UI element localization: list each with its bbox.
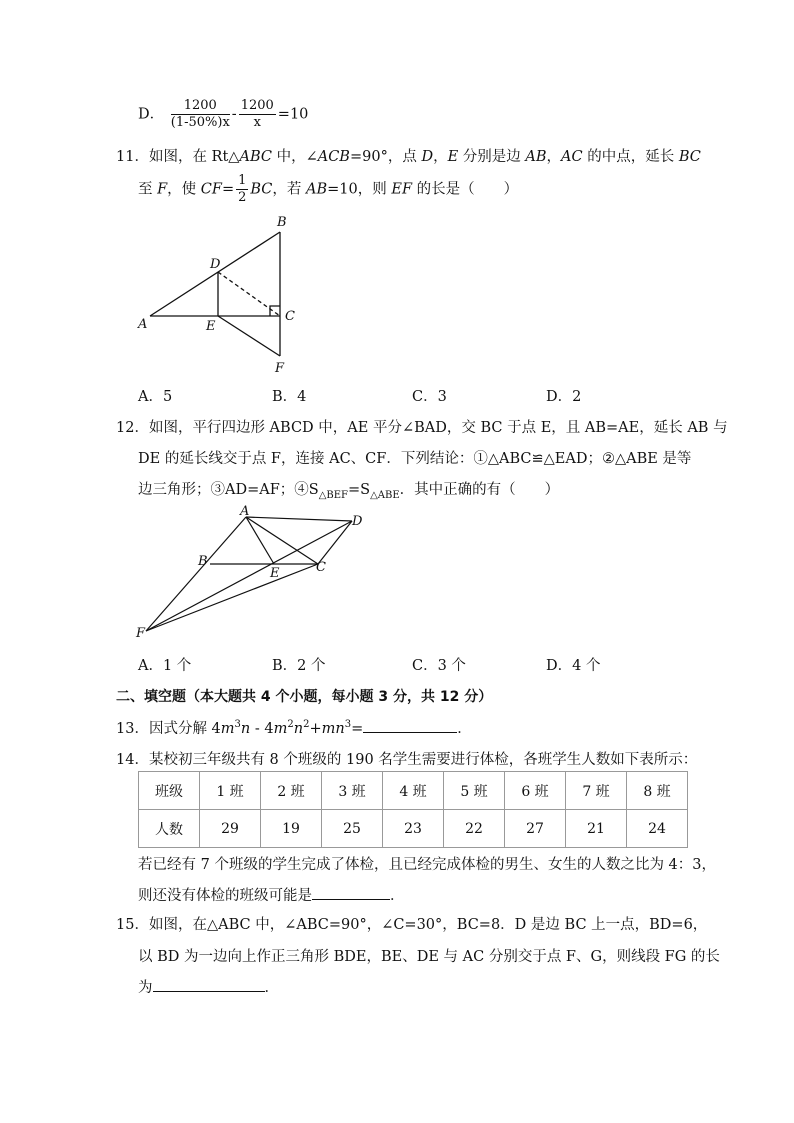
- table-cell: 19: [261, 810, 322, 848]
- label-e: E: [206, 319, 216, 334]
- q12-line-2: DE 的延长线交于点 F，连接 AC、CF．下列结论：①△ABC≌△EAD；②△ABE 是等: [138, 451, 692, 467]
- q15-line-2: 以 BD 为一边向上作正三角形 BDE，BE、DE 与 AC 分别交于点 F、G，则线段 FG 的长: [138, 949, 720, 965]
- table-cell: 7 班: [566, 772, 627, 810]
- table-cell: 24: [627, 810, 688, 848]
- q12-option-b: B．2 个: [272, 658, 326, 674]
- q12-line-1: 12．如图，平行四边形 ABCD 中，AE 平分∠BAD，交 BC 于点 E，且 AB=AE，延长 AB 与: [116, 420, 728, 436]
- segment-fd: [146, 521, 352, 631]
- table-cell: 4 班: [383, 772, 444, 810]
- q15-line-3: 为 ．: [138, 976, 279, 997]
- label-d: D: [210, 257, 221, 272]
- segment-ae: [246, 517, 274, 564]
- label-c: C: [316, 560, 326, 575]
- label-b: B: [198, 554, 208, 569]
- q10-option-d: D． $\frac{1200}{(1-50\%)x}$ - $\frac{1200}{x}$ =10: [138, 98, 309, 130]
- table-cell: 班级: [139, 772, 200, 810]
- table-row: [139, 810, 688, 848]
- fraction: $\frac{1200}{x}$: [240, 98, 274, 130]
- q11-option-b: B．4: [272, 389, 307, 405]
- table-cell: 21: [566, 810, 627, 848]
- label-a: A: [240, 505, 250, 519]
- table-cell: 1 班: [200, 772, 261, 810]
- table-cell: 29: [200, 810, 261, 848]
- table-cell: 3 班: [322, 772, 383, 810]
- label-f: F: [275, 361, 285, 376]
- segment-af: [146, 517, 246, 631]
- q13-line: 13．因式分解 $4m^3n - 4m^2n^2+mn^3=$ ．: [116, 719, 472, 737]
- label-e: E: [270, 566, 280, 581]
- q12-option-d: D．4 个: [546, 658, 601, 674]
- fraction-half: $\frac{1}{2}$: [238, 173, 247, 205]
- q14-line-1: 14．某校初三年级共有 8 个班级的 190 名学生需要进行体检，各班学生人数如下表所示：: [116, 752, 698, 768]
- label-c: C: [285, 309, 295, 324]
- table-row: [139, 772, 688, 810]
- segment-ac: [246, 517, 318, 564]
- table-cell: 22: [444, 810, 505, 848]
- segment-ab: [150, 232, 280, 316]
- label-d: D: [352, 514, 363, 529]
- q11-option-c: C．3: [412, 389, 447, 405]
- q11-option-d: D．2: [546, 389, 582, 405]
- label-b: B: [277, 215, 287, 230]
- segment-dc-dashed: [218, 272, 280, 316]
- table-cell: 25: [322, 810, 383, 848]
- table-cell: 2 班: [261, 772, 322, 810]
- section-title-fill-in: 二、填空题（本大题共 4 个小题，每小题 3 分，共 12 分）: [116, 689, 493, 705]
- table-cell: 23: [383, 810, 444, 848]
- q11-option-a: A．5: [138, 389, 173, 405]
- answer-blank[interactable]: [363, 718, 457, 733]
- label-f: F: [136, 626, 146, 641]
- table-cell: 6 班: [505, 772, 566, 810]
- q14-line-2: 若已经有 7 个班级的学生完成了体检，且已经完成体检的男生、女生的人数之比为 4：3，: [138, 857, 716, 873]
- answer-blank[interactable]: [312, 885, 390, 900]
- table-cell: 人数: [139, 810, 200, 848]
- class-count-table: [138, 771, 688, 848]
- q11-figure: [130, 210, 320, 380]
- fraction: $\frac{1200}{(1-50\%)x}$: [170, 98, 230, 130]
- q12-line-3: 边三角形；③AD=AF；$④S_{\triangle BEF}=S_{\triangle ABE}$．其中正确的有（ ）: [138, 482, 560, 501]
- q11-line-2: 至 F，使 CF= $\frac{1}{2}$ BC，若 AB=10，则 EF 的长是（ ）: [138, 173, 519, 205]
- segment-dc: [318, 521, 352, 564]
- label-a: A: [138, 317, 148, 332]
- q12-option-c: C．3 个: [412, 658, 466, 674]
- q12-option-a: A．1 个: [138, 658, 192, 674]
- q14-line-3: 则还没有体检的班级可能是 ．: [138, 884, 405, 905]
- segment-ef: [218, 316, 280, 356]
- q11-line-1: 11．如图，在 Rt△ABC 中，∠ACB=90°，点 D，E 分别是边 AB，AC 的中点，延长 BC: [116, 149, 701, 165]
- q12-figure: [130, 505, 380, 645]
- segment-fc: [146, 564, 318, 631]
- q15-line-1: 15．如图，在△ABC 中，∠ABC=90°，∠C=30°，BC=8．D 是边 BC 上一点，BD=6，: [116, 917, 708, 933]
- table-cell: 5 班: [444, 772, 505, 810]
- table-cell: 8 班: [627, 772, 688, 810]
- answer-blank[interactable]: [153, 977, 265, 992]
- segment-ad: [246, 517, 352, 521]
- table-cell: 27: [505, 810, 566, 848]
